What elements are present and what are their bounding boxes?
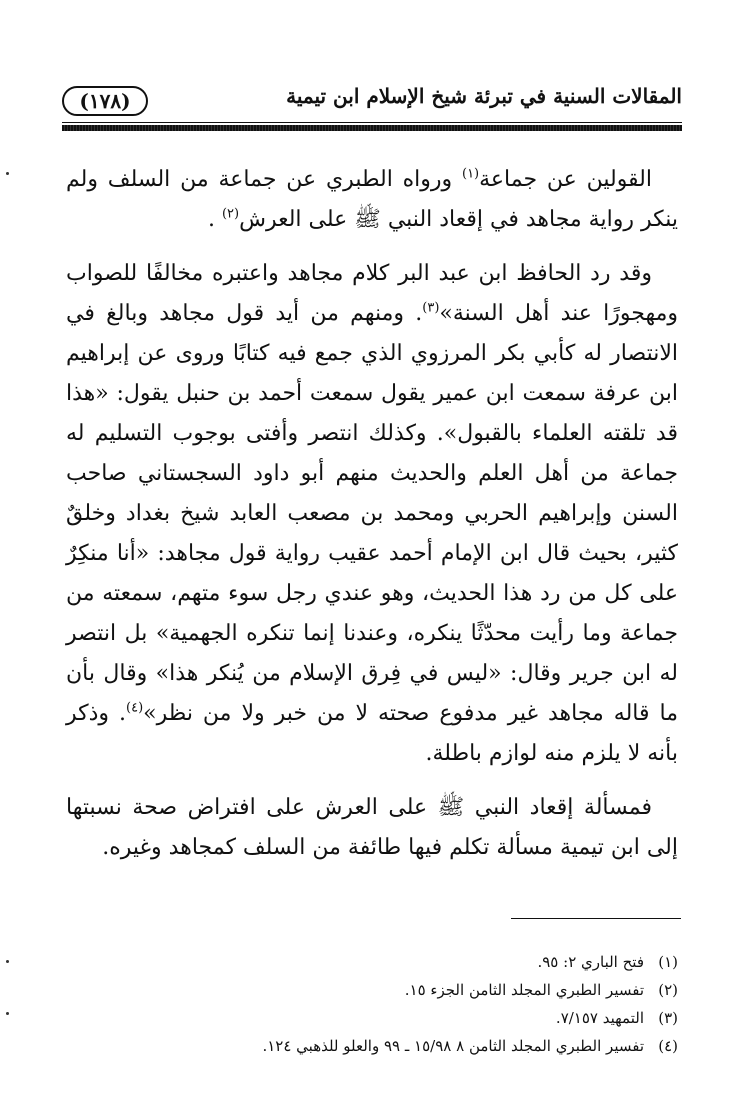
header-rule [62,122,682,123]
body-text [66,160,678,868]
paragraph-text: . [207,207,222,232]
footnotes [66,948,678,1060]
scan-speck [6,1012,9,1015]
running-title: المقالات السنية في تبرئة شيخ الإسلام ابن تيمية [286,84,682,108]
scan-speck [6,172,9,175]
page-header [62,82,682,122]
footnote-reference: (٤) [126,700,144,716]
footnote-text: تفسير الطبري المجلد الثامن الجزء ١٥. [404,981,644,999]
paragraph-text: وقد رد الحافظ ابن عبد البر كلام مجاهد واعتبره مخالفًا للصواب ومهجورًا عند أهل السنة» [66,261,678,326]
paragraph-text: فمسألة إقعاد النبي ﷺ على العرش على افتراض صحة نسبتها إلى ابن تيمية مسألة تكلم فيها طائفة من السلف كمجاهد وغيره. [66,795,678,860]
footnote-reference: (٢) [221,206,240,222]
footnote-4 [66,1032,678,1060]
footnote-number: (١) [658,953,678,971]
footnote-reference: (١) [461,166,480,182]
footnote-text: تفسير الطبري المجلد الثامن ٨ ١٥/٩٨ ـ ٩٩ والعلو للذهبي ١٢٤. [262,1037,644,1055]
paragraph-text: ورواه الطبري عن جماعة من السلف ولم ينكر رواية مجاهد في إقعاد النبي ﷺ على العرش [66,167,678,232]
footnote-number: (٤) [658,1037,678,1055]
paragraph-2 [66,254,678,774]
footnote-1 [66,948,678,976]
paragraph-text: . وذكر بأنه لا يلزم منه لوازم باطلة. [66,701,678,766]
paragraph-text: القولين عن جماعة [479,167,652,192]
footnote-3 [66,1004,678,1032]
footnote-reference: (٣) [422,300,440,316]
footnote-2 [66,976,678,1004]
footnote-number: (٣) [658,1009,678,1027]
footnote-separator [511,918,681,919]
footnote-number: (٢) [658,981,678,999]
header-rule-thick [62,125,682,131]
paragraph-text: . ومنهم من أيد قول مجاهد وبالغ في الانتصار له كأبي بكر المرزوي الذي جمع فيه كتابًا وروى عن إبراهيم ابن عرفة سمعت ابن عمير يقول سمعت أحمد بن حنبل يقول: «هذا قد تلقته العلماء بالقبول». وكذلك انتصر وأفتى بوجوب التسليم له جماعة من أهل العلم والحديث منهم أبو داود السجستاني صاحب السنن وإبراهيم الحربي ومحمد بن مصعب العابد شيخ بغداد وخلقٌ كثير، بحيث قال ابن الإمام أحمد عقيب رواية قول مجاهد: «أنا منكِرٌ على كل من رد هذا الحديث، وهو عندي رجل سوء متهم، سمعته من جماعة وما رأيت محدّثًا ينكره، وعندنا إنما تنكره الجهمية» بل انتصر له ابن جرير وقال: «ليس في فِرق الإسلام من يُنكر هذا» وقال بأن ما قاله مجاهد غير مدفوع صحته لا من خبر ولا من نظر» [66,301,678,726]
paragraph-3 [66,788,678,868]
footnote-text: التمهيد ٧/١٥٧. [555,1009,644,1027]
footnote-text: فتح الباري ٢: ٩٥. [537,953,644,971]
paragraph-1 [66,160,678,240]
page-number: (١٧٨) [62,86,148,116]
scan-speck [6,960,9,963]
